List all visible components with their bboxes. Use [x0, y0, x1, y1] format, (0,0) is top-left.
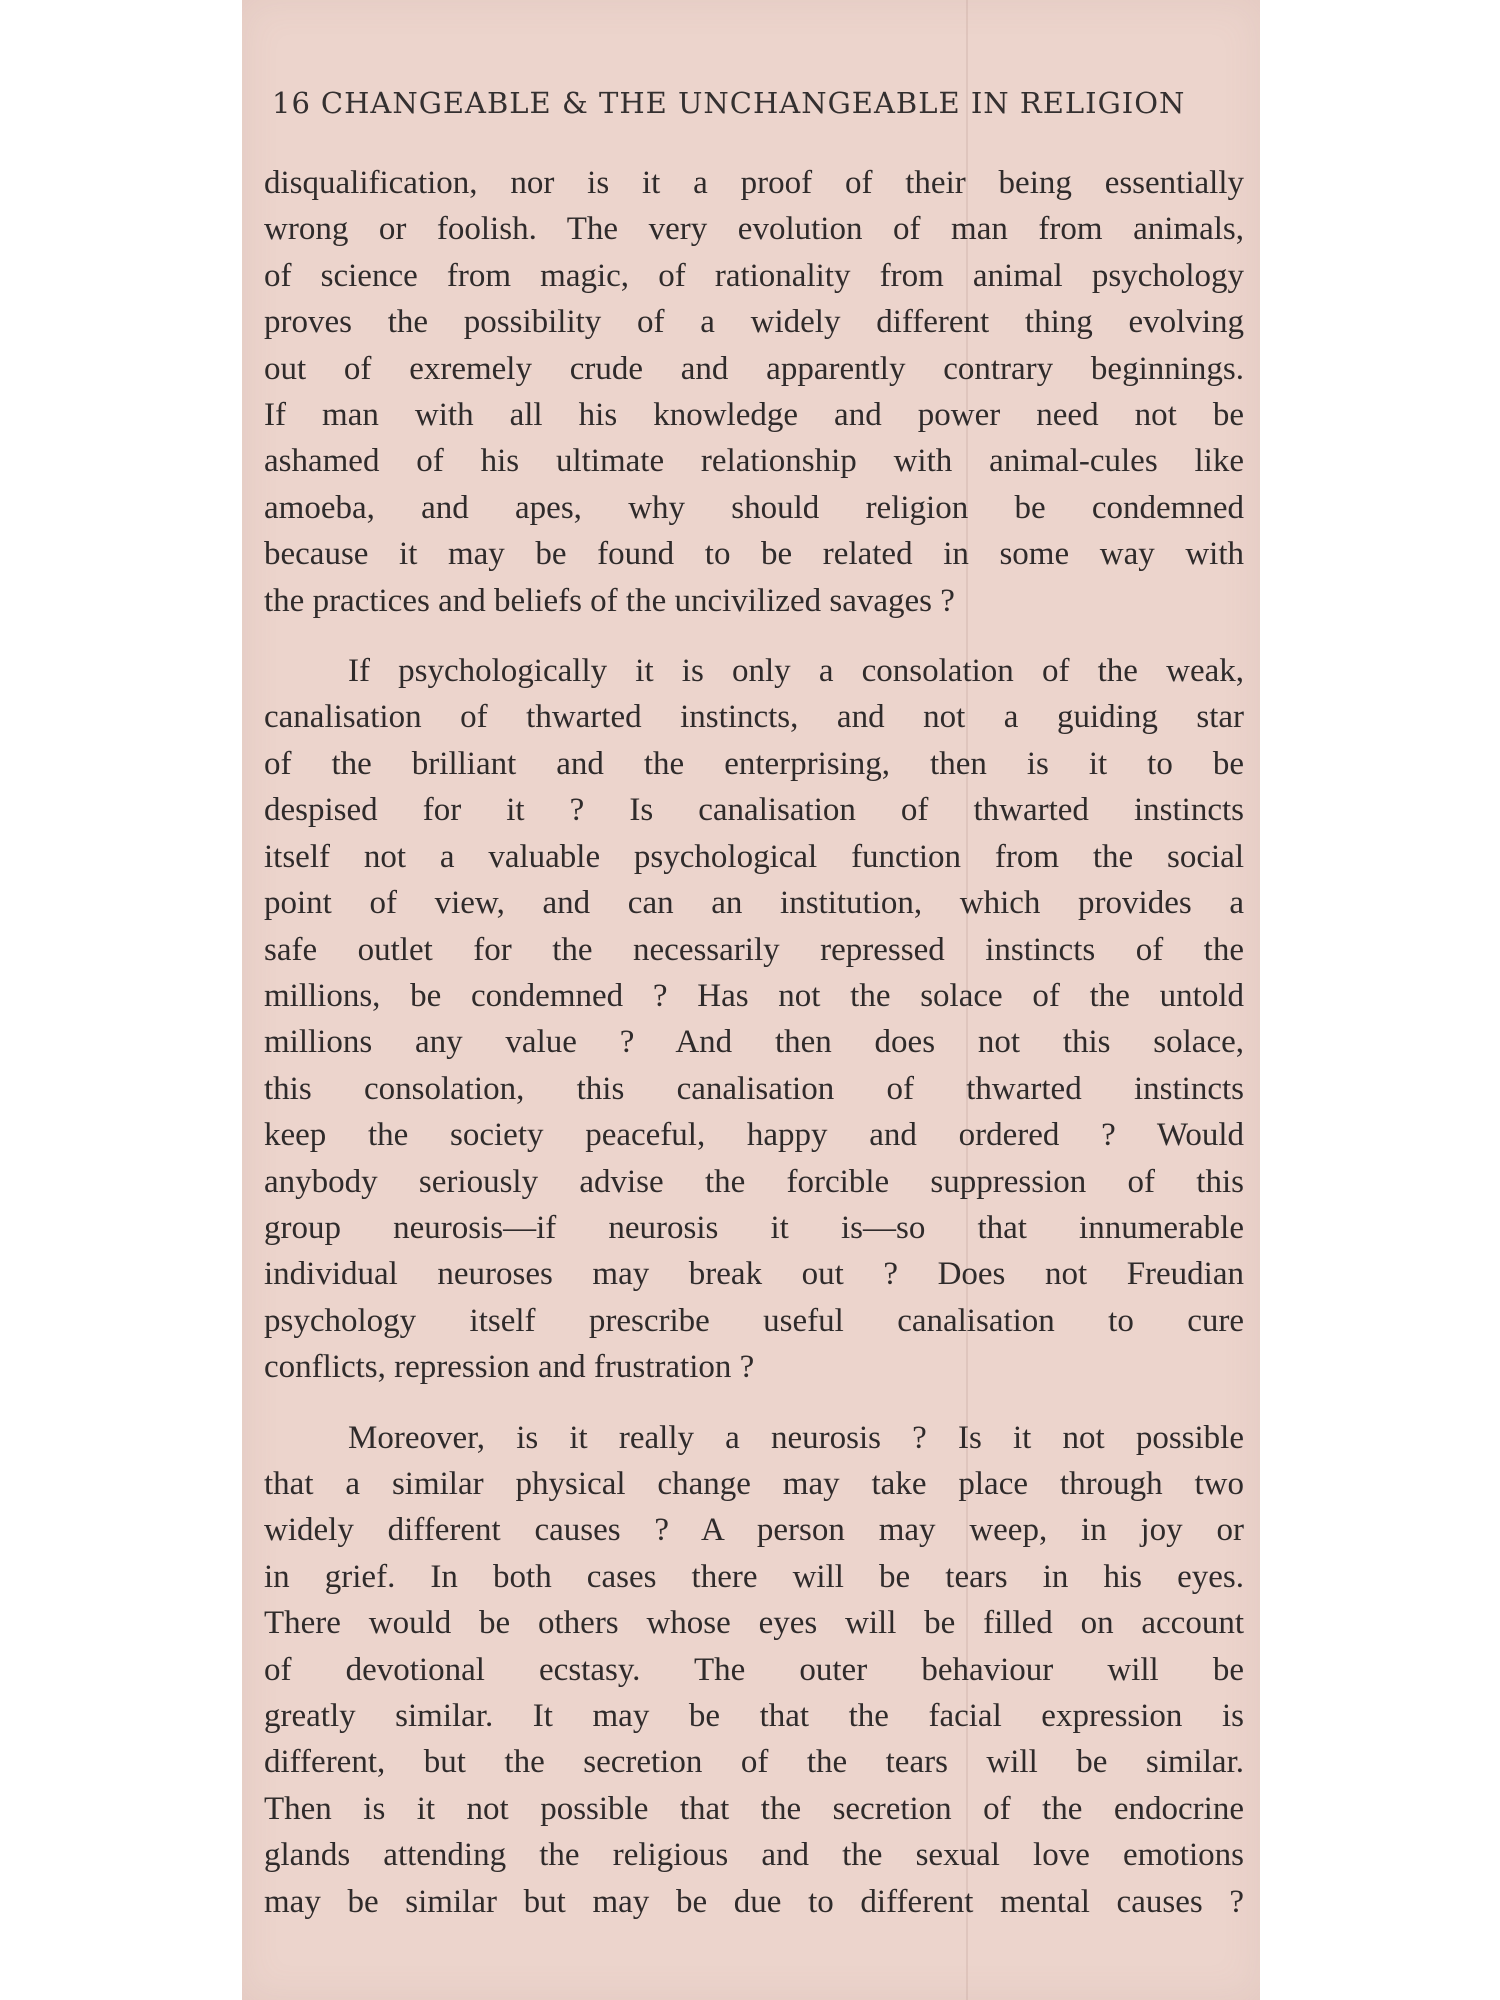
- text-line: Moreover, is it really a neurosis ? Is it not possible: [348, 1419, 1244, 1456]
- text-line: canalisation of thwarted instincts, and not a guiding star: [264, 699, 1244, 736]
- text-line: disqualification, nor is it a proof of their being essentially: [264, 165, 1244, 201]
- running-header: [272, 86, 1232, 120]
- running-title: CHANGEABLE & THE UNCHANGEABLE IN RELIGION: [320, 86, 1186, 120]
- paragraph-2: [264, 648, 1244, 1391]
- text-line: anybody seriously advise the forcible suppression of this: [264, 1163, 1244, 1200]
- text-line: If psychologically it is only a consolation of the weak,: [348, 653, 1244, 690]
- paragraph-3: [264, 1415, 1244, 1925]
- page-number: 16: [272, 86, 311, 120]
- text-line: greatly similar. It may be that the facial expression is: [264, 1698, 1244, 1734]
- text-line: the practices and beliefs of the uncivilized savages ?: [264, 582, 955, 619]
- text-line: ashamed of his ultimate relationship with animal-cules like: [264, 443, 1244, 480]
- text-line: that a similar physical change may take place through two: [264, 1465, 1244, 1502]
- text-line: keep the society peaceful, happy and ordered ? Would: [264, 1117, 1244, 1154]
- text-line: of science from magic, of rationality from animal psychology: [264, 257, 1244, 294]
- text-line: amoeba, and apes, why should religion be condemned: [264, 489, 1244, 526]
- text-line: group neurosis—if neurosis it is—so that innumerable: [264, 1209, 1244, 1246]
- text-line: despised for it ? Is canalisation of thwarted instincts: [264, 792, 1244, 829]
- text-line: glands attending the religious and the sexual love emotions: [264, 1837, 1244, 1874]
- text-line: in grief. In both cases there will be tears in his eyes.: [264, 1558, 1244, 1595]
- text-line: because it may be found to be related in some way with: [264, 536, 1244, 573]
- text-line: Then is it not possible that the secretion of the endocrine: [264, 1790, 1244, 1827]
- text-line: If man with all his knowledge and power need not be: [264, 397, 1244, 434]
- text-line: millions, be condemned ? Has not the solace of the untold: [264, 977, 1244, 1014]
- text-line: wrong or foolish. The very evolution of man from animals,: [264, 211, 1244, 248]
- text-line: widely different causes ? A person may weep, in joy or: [264, 1512, 1244, 1549]
- text-line: out of exremely crude and apparently contrary beginnings.: [264, 350, 1244, 387]
- text-line: this consolation, this canalisation of thwarted instincts: [264, 1070, 1244, 1107]
- text-line: of the brilliant and the enterprising, then is it to be: [264, 745, 1244, 782]
- text-line: millions any value ? And then does not this solace,: [264, 1024, 1244, 1061]
- text-line: may be similar but may be due to different mental causes ?: [264, 1883, 1244, 1920]
- text-line: different, but the secretion of the tears will be similar.: [264, 1744, 1244, 1781]
- text-line: proves the possibility of a widely different thing evolving: [264, 304, 1244, 341]
- text-line: individual neuroses may break out ? Does not Freudian: [264, 1256, 1244, 1293]
- book-page: [242, 0, 1260, 2000]
- text-line: point of view, and can an institution, which provides a: [264, 885, 1244, 922]
- text-line: conflicts, repression and frustration ?: [264, 1349, 755, 1386]
- text-line: There would be others whose eyes will be filled on account: [264, 1605, 1244, 1642]
- body-text: [264, 160, 1244, 1949]
- text-line: safe outlet for the necessarily repressed instincts of the: [264, 931, 1244, 968]
- paragraph-1: [264, 160, 1244, 624]
- text-line: psychology itself prescribe useful canalisation to cure: [264, 1302, 1244, 1339]
- text-line: of devotional ecstasy. The outer behaviour will be: [264, 1651, 1244, 1688]
- text-line: itself not a valuable psychological function from the social: [264, 838, 1244, 875]
